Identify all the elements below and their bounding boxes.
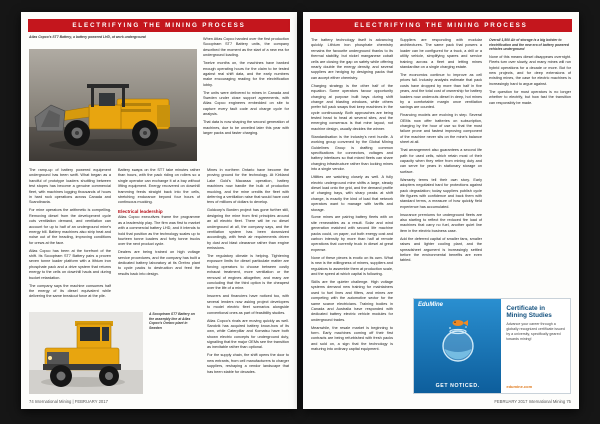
body-paragraph: Battery swaps on the ST7 take minutes rather than hours, with the pack riding on rollers so a single operator can exchange it at a bay without lifting equipment. Energy recovered on downhill tramming feeds straight back into the cells, stretching endurance beyond four hours of continuous mucking. (118, 168, 200, 205)
body-paragraph: None of these pieces is exotic on its own. What is new is the willingness of miners, suppliers and regulators to assemble them at production scale, and the speed at which capital is following. (311, 255, 393, 276)
battery-loader-photo (29, 49, 197, 161)
right-page (303, 12, 579, 409)
fishbowl-icon (430, 315, 486, 370)
advert-visual-panel (414, 299, 501, 393)
body-paragraph: The economics continue to improve as cell prices fall. Industry analysts estimate that pack costs have dropped by more than half in five years, and the total cost of ownership for battery loaders now undercuts diesel in deep, hot mines by a comfortable margin once ventilation savings are counted. (400, 72, 482, 110)
body-paragraph: Warranty terms tell their own story. Early adopters negotiated hard for protections against pack degradation; today suppliers publish cycle life figures with confidence and back them with standard terms, a measure of how quickly field experience has accumulated. (400, 177, 482, 209)
edumine-advert[interactable] (413, 298, 571, 394)
body-paragraph: The company says the machine consumes half the energy of its diesel equivalent while delivering the same breakout force at the pile. (29, 283, 111, 299)
body-paragraph: Atlas Copco has been at the forefront of the shift. Its Scooptram ST7 Battery pairs a proven seven tonne loader platform with a lithium iron phosphate pack and a drive system that returns energy to the cells on downhill hauls and during bucket retardation. (29, 248, 111, 280)
left-page-footer: 74 International Mining | FEBRUARY 2017 (29, 399, 108, 404)
body-paragraph: Atlas Copco's rivals are moving quickly as well. Sandvik has acquired battery know-how of its own, while Caterpillar and Komatsu have both shown electric concepts for underground duty, signalling that the major OEMs see the transition as inevitable rather than optional. (207, 318, 289, 350)
body-paragraph: The ramp-up of battery powered equipment underground has been swift. What began as a handful of prototype loaders shuttling between test stopes has become a genuine commercial fleet, with machines logging thousands of hours in hard rock operations across Canada and Scandinavia. (29, 168, 111, 205)
body-paragraph: The regulatory climate is helping. Tightening exposure limits for diesel particulate matter are forcing operators to choose between costly exhaust treatment, more ventilation or the removal of engines altogether, and many are concluding that the third option is the cheapest over the life of a mine. (207, 254, 289, 291)
loader-illustration (29, 49, 197, 161)
left-column-1 (29, 168, 111, 308)
body-paragraph: For the supply chain, the shift opens the door to new entrants, from cell manufacturers to charger suppliers, reshaping a vendor landscape that has been stable for decades. (207, 353, 289, 374)
right-page-footer: FEBRUARY 2017 International Mining 75 (494, 399, 571, 404)
advert-title: Certificate in Mining Studies (506, 305, 552, 320)
photo2-caption: A Scooptram ST7 Battery on the assembly line at Atlas Copco's Örebro plant in Sweden (149, 312, 195, 330)
body-paragraph: Twelve months on, the machines have banked enough operating hours for the claim to be tested against real shift data, and the early numbers make encouraging reading for the electrification lobby. (203, 61, 289, 87)
body-paragraph: Atlas Copco executives frame the programme as a leadership play. The firm was first to market with a commercial battery LHD, and it intends to hold that position as the technology scales up to fourteen tonne loaders and forty tonne trucks over the next product cycle. (118, 215, 200, 247)
section-banner: ELECTRIFYING THE MINING PROCESS (28, 19, 290, 32)
advert-text-panel (501, 299, 570, 393)
advert-body: Advance your career through a globally recognized certificate issued by a university, specifically geared towards mining! (506, 322, 565, 342)
lede-column (203, 37, 289, 161)
mine-truck-photo (29, 312, 143, 394)
section-banner: ELECTRIFYING THE MINING PROCESS (310, 19, 572, 32)
body-paragraph: Insurance premiums for underground fleets are also starting to reflect the reduced fire load of machines that carry no fuel, another quiet line item in the electric business case. (400, 212, 482, 233)
advert-tagline: GET NOTICED. (435, 383, 480, 389)
body-paragraph: Add the deferred capital of smaller fans, smaller raises and lighter cooling plant, and the spreadsheet argument is increasingly settled before the environmental benefits are even tabled. (400, 236, 482, 263)
pull-caption: Overall 1,500 Ah of storage is a big bolster to electrification and the new era of battery powered vehicles underground (489, 38, 569, 52)
body-paragraph: Skills are the quieter challenge. High voltage systems demand new training for maintainers used to fuel lines and filters, and mines are competing with the automotive sector for the same scarce electricians. Training bodies in Canada and Australia have responded with dedicated battery electric vehicle modules for underground trades. (311, 279, 393, 322)
body-paragraph: Charging strategy is the other half of the equation. Some operators favour opportunity charging at purpose built bays during shift change and blasting windows, while others prefer full pack swaps that keep machines in the cycle continuously. Both approaches are being tested head to head at several sites, and the emerging consensus is that mine layout, not machine design, usually decides the winner. (311, 83, 393, 131)
body-paragraph: The battery technology itself is advancing quickly. Lithium iron phosphate chemistry remains the favourite underground thanks to its thermal stability, but nickel manganese cobalt cells are closing the gap on safety while offering nearly double the energy density, and several suppliers are hedging by designing packs that can accept either chemistry. (311, 38, 393, 80)
body-paragraph: When Atlas Copco handed over the first production Scooptram ST7 Battery units, the company described the moment as the start of a new era for underground loading. (203, 37, 289, 58)
photo1-caption: Atlas Copco's ST7 Battery, a battery powered LHD, at work underground (29, 35, 146, 39)
body-paragraph: Financing models are evolving in step. Several OEMs now offer batteries on subscription, charging by the hour of use so that the most failure prone and fastest improving component of the machine never sits on the mine's balance sheet at all. (400, 113, 482, 145)
left-page (21, 12, 297, 409)
article-subheading: Electrical leadership (118, 208, 163, 214)
body-paragraph: Dealers are being trained on high voltage service procedures, and the company has built a dedicated battery laboratory at its Örebro plant to cycle packs to destruction and feed the results back into design. (118, 250, 200, 276)
body-paragraph: Standardisation is the industry's next hurdle. A working group convened by the Global Mining Guidelines Group is drafting common specifications for connectors, voltages and battery interfaces so that mixed fleets can share charging infrastructure rather than locking mines into a single vendor. (311, 134, 393, 172)
body-paragraph: Suppliers are responding with modular architectures. The same pack that powers a loader can be configured for a truck, a drill or a utility vehicle, simplifying spares and service training across a fleet and letting mines standardise on a single charging estate. (400, 38, 482, 69)
body-paragraph: Mines in northern Ontario have become the proving ground for the technology. At Kirkland Lake Gold's Macassa operation, battery machines now handle the bulk of production mucking, and the mine credits the fleet with deferring a ventilation raise that would have cost tens of millions of dollars to develop. (207, 168, 289, 205)
body-paragraph: That data is now shaping the second generation of machines, due to be unveiled later this year with larger packs and faster charging. (203, 120, 289, 136)
body-paragraph: Meanwhile, the resale market is beginning to form. Early machines coming off their first contracts are being refurbished with fresh packs and sold on, a sign that the technology is maturing into ordinary capital equipment. (311, 325, 393, 352)
body-paragraph: Some mines are pairing battery fleets with on site renewables as a result. Solar and wind generation matched with second life machine packs could, on paper, cut both energy cost and carbon intensity by more than half at remote operations that currently truck in diesel at great expense. (311, 215, 393, 252)
left-column-3 (207, 168, 289, 394)
body-paragraph: None of this means diesel disappears overnight. Fleets turn over slowly, and many mines will run hybrid operations for a decade or more. But for new projects, and for deep extensions of existing mines, the case for electric machines is increasingly hard to argue against. (489, 54, 571, 86)
body-paragraph: The question for most operators is no longer whether to electrify, but how fast the transition can responsibly be made. (489, 89, 571, 105)
advert-link[interactable]: edumine.com (506, 384, 533, 389)
left-column-2 (118, 168, 200, 308)
goldfish-icon (452, 320, 468, 326)
body-paragraph: Insurers and financiers have noticed too, with several lenders now asking project developers to model electric fleet scenarios alongside conventional ones as part of feasibility studies. (207, 294, 289, 315)
right-column-2 (400, 38, 482, 292)
body-paragraph: Utilities are watching closely as well. A fully electric underground mine shifts a large, steady diesel load onto the grid, and the demand profile of charging bays, with sharp peaks at shift change, is exactly the kind of load that network operators want to manage with tariffs and storage. (311, 175, 393, 212)
truck-illustration (29, 312, 143, 394)
body-paragraph: That arrangement also guarantees a second life path for used cells, which retain most of their capacity when they retire from mining duty and can serve for years in stationary storage on surface. (400, 148, 482, 174)
edumine-logo: EduMine (418, 302, 443, 308)
right-column-3 (489, 38, 571, 292)
body-paragraph: The units were delivered to mines in Canada and Sweden under close support agreements, with Atlas Copco engineers embedded on site to capture every fault code and charge cycle for analysis. (203, 90, 289, 117)
body-paragraph: For mine operators the arithmetic is compelling. Removing diesel from the development cycle cuts ventilation demand, and ventilation can account for up to half of an underground mine's energy bill. Battery machines also strip heat and noise out of the heading, improving conditions for crews at the face. (29, 208, 111, 245)
right-column-1 (311, 38, 393, 392)
body-paragraph: Goldcorp's Borden project has gone further still, designing the mine from first principles around an all electric fleet. There will be no diesel underground at all, the company says, and the ventilation system has been downsized accordingly, with fresh air requirements driven by dust and blast clearance rather than engine emissions. (207, 208, 289, 251)
